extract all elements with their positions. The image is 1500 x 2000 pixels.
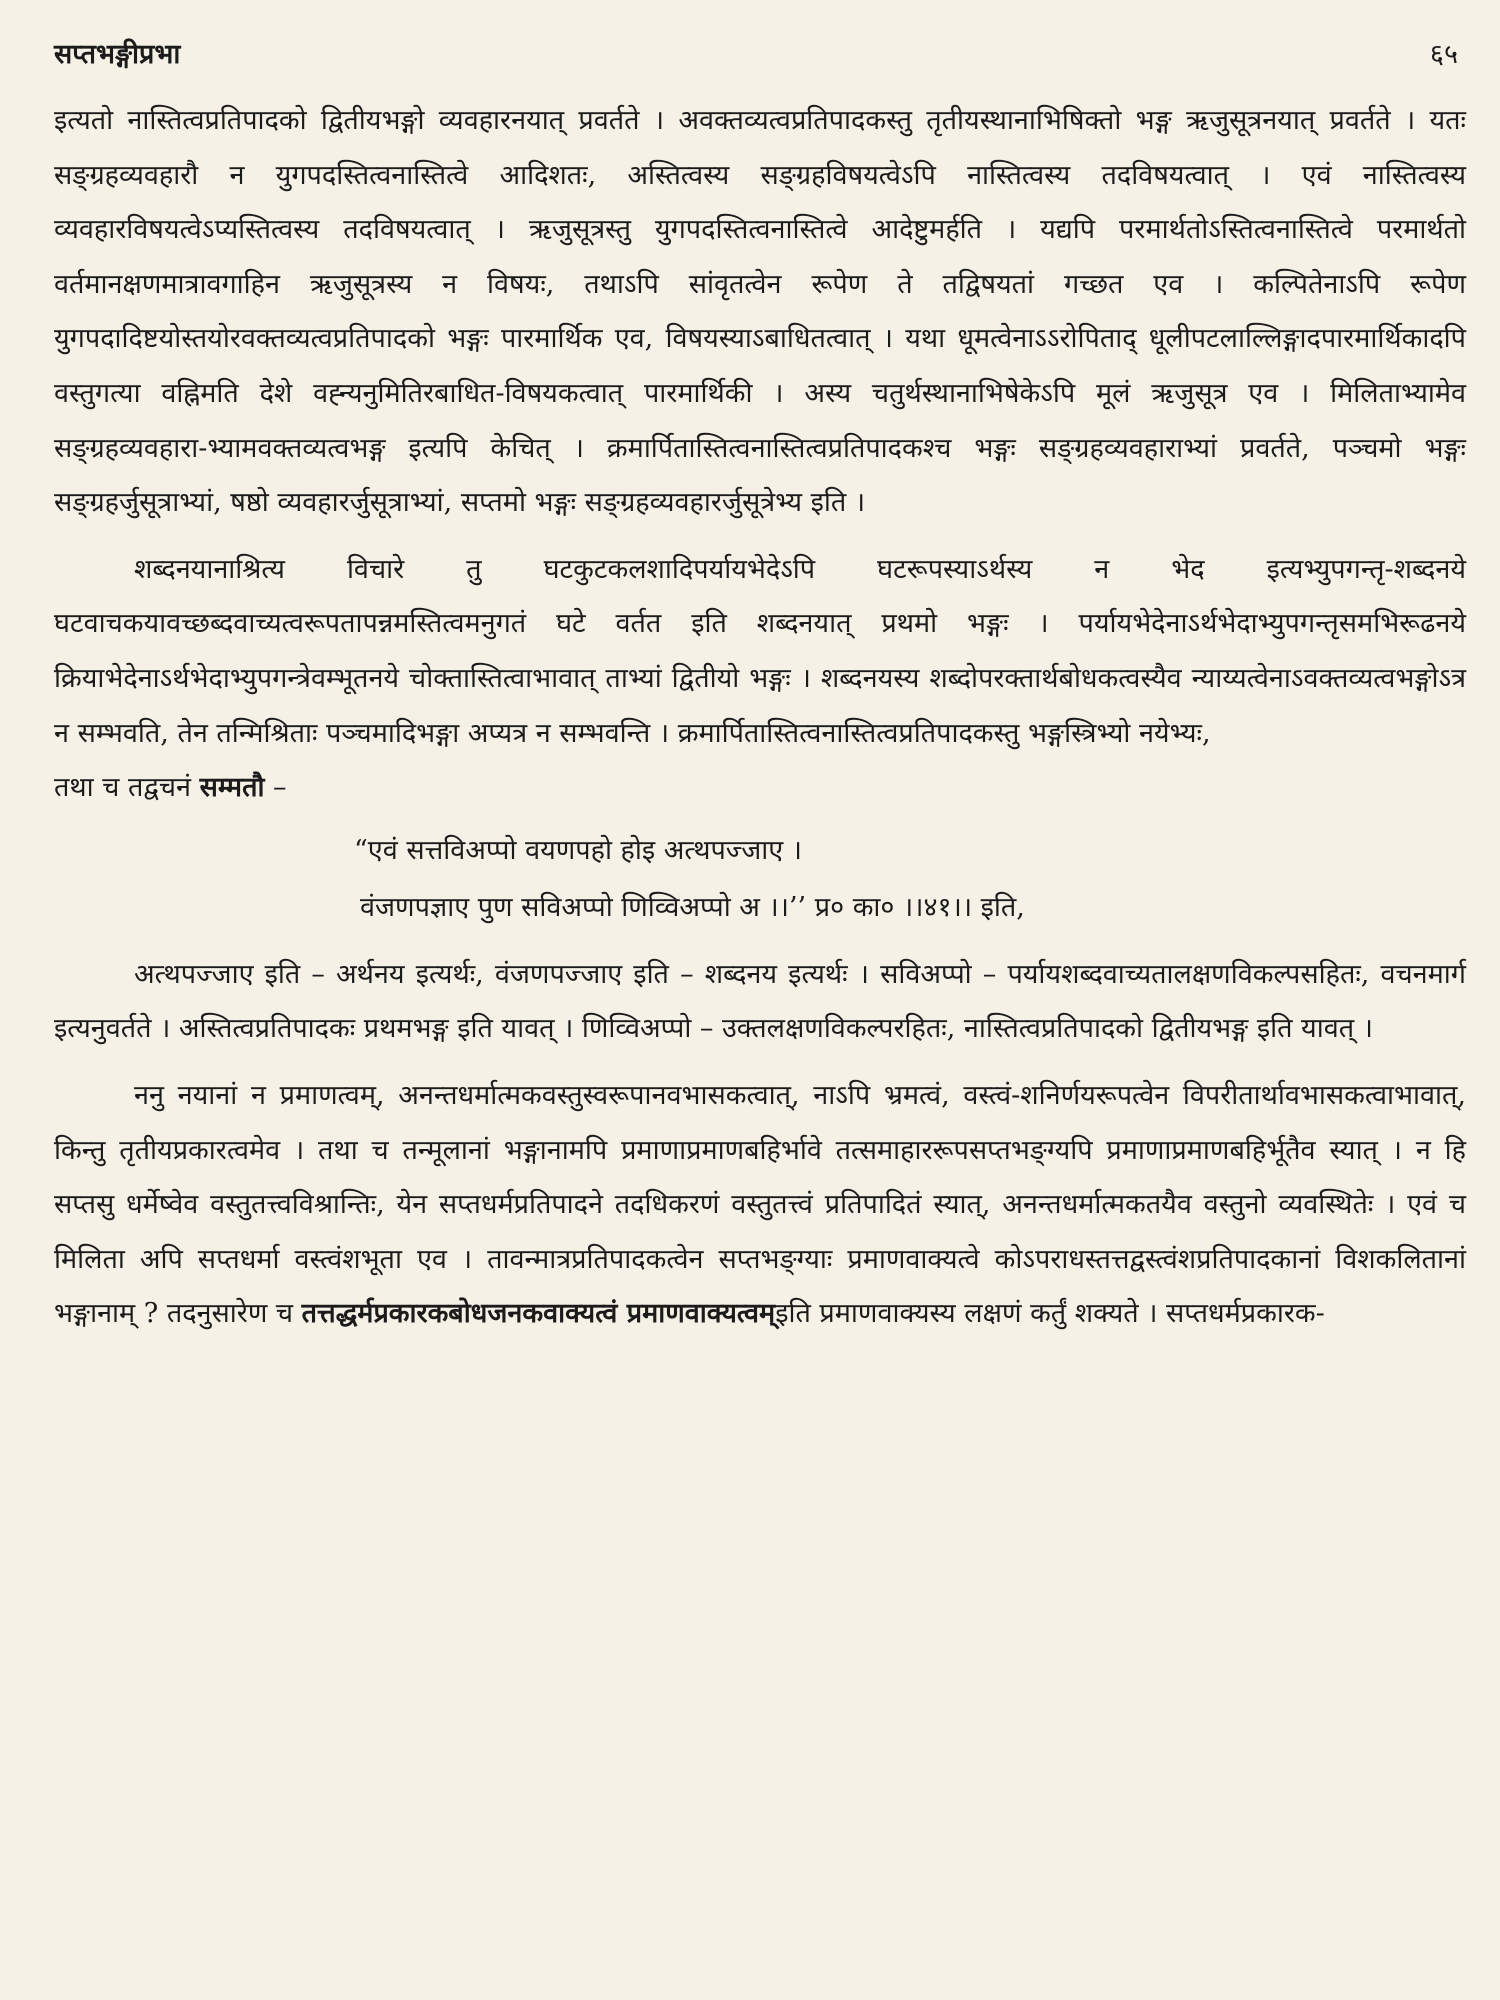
definition-bold: तत्तद्धर्मप्रकारकबोधजनकवाक्यत्वं प्रमाणवाक्यत्वम् <box>301 1298 776 1330</box>
paragraph-4 <box>54 1069 1466 1342</box>
verse-quotation <box>354 822 1466 936</box>
page-body <box>54 94 1466 1342</box>
verse-line-1: “एवं सत्तविअप्पो वयणपहो होइ अत्थपज्जाए । <box>354 834 803 866</box>
paragraph-4-tail: इति प्रमाणवाक्यस्य लक्षणं कर्तुं शक्यते । सप्तधर्मप्रकारक- <box>775 1298 1325 1330</box>
citation-source-bold: सम्मतौ <box>199 772 265 804</box>
paragraph-1: इत्यतो नास्तित्वप्रतिपादको द्वितीयभङ्गो व्यवहारनयात् प्रवर्तते । अवक्तव्यत्वप्रतिपादकस्तु तृतीयस्थानाभिषिक्तो भङ्ग ऋजुसूत्रनयात् प्रवर्तते । यतः सङ्ग्रहव्यवहारौ न युगपदस्तित्वनास्तित्वे आदिशतः, अस्तित्वस्य सङ्ग्रहविषयत्वेऽपि नास्तित्वस्य तदविषयत्वात् । एवं नास्तित्वस्य व्यवहारविषयत्वेऽप्यस्तित्वस्य तदविषयत्वात् । ऋजुसूत्रस्तु युगपदस्तित्वनास्तित्वे आदेष्टुमर्हति । यद्यपि परमार्थतोऽस्तित्वनास्तित्वे परमार्थतो वर्तमानक्षणमात्रावगाहिन ऋजुसूत्रस्य न विषयः, तथाऽपि सांवृतत्वेन रूपेण ते तद्विषयतां गच्छत एव । कल्पितेनाऽपि रूपेण युगपदादिष्टयोस्तयोरवक्तव्यत्वप्रतिपादको भङ्गः पारमार्थिक एव, विषयस्याऽबाधितत्वात् । यथा धूमत्वेनाऽऽरोपिताद् धूलीपटलाल्लिङ्गादपारमार्थिकादपि वस्तुगत्या वह्निमति देशे वह्न्यनुमितिरबाधित-विषयकत्वात् पारमार्थिकी । अस्य चतुर्थस्थानाभिषेकेऽपि मूलं ऋजुसूत्र एव । मिलिताभ्यामेव सङ्ग्रहव्यवहारा-भ्यामवक्तव्यत्वभङ्ग इत्यपि केचित् । क्रमार्पितास्तित्वनास्तित्वप्रतिपादकश्च भङ्गः सङ्ग्रहव्यवहाराभ्यां प्रवर्तते, पञ्चमो भङ्गः सङ्ग्रहर्जुसूत्राभ्यां, षष्ठो व्यवहारर्जुसूत्राभ्यां, सप्तमो भङ्गः सङ्ग्रहव्यवहारर्जुसूत्रेभ्य इति । <box>54 105 1466 519</box>
verse-line-2: वंजणपज्ञाए पुण सविअप्पो णिव्विअप्पो अ ।।’’ प्र० का० ।।४१।। इति, <box>360 891 1025 923</box>
citation-prefix: तथा च तद्वचनं <box>54 772 191 804</box>
paragraph-3: अत्थपज्जाए इति – अर्थनय इत्यर्थः, वंजणपज्जाए इति – शब्दनय इत्यर्थः । सविअप्पो – पर्यायशब्दवाच्यतालक्षणविकल्पसहितः, वचनमार्ग इत्यनुवर्तते । अस्तित्वप्रतिपादकः प्रथमभङ्ग इति यावत् । णिव्विअप्पो – उक्तलक्षणविकल्परहितः, नास्तित्वप्रतिपादको द्वितीयभङ्ग इति यावत् । <box>54 958 1466 1045</box>
paragraph-4-text: ननु नयानां न प्रमाणत्वम्, अनन्तधर्मात्मकवस्तुस्वरूपानवभासकत्वात्, नाऽपि भ्रमत्वं, वस्त्वं-शनिर्णयरूपत्वेन विपरीतार्थावभासकत्वाभावात्, किन्तु तृतीयप्रकारत्वमेव । तथा च तन्मूलानां भङ्गानामपि प्रमाणाप्रमाणबहिर्भावे तत्समाहाररूपसप्तभङ्ग्यपि प्रमाणाप्रमाणबहिर्भूतैव स्यात् । न हि सप्तसु धर्मेष्वेव वस्तुतत्त्वविश्रान्तिः, येन सप्तधर्मप्रतिपादने तदधिकरणं वस्तुतत्त्वं प्रतिपादितं स्यात्, अनन्तधर्मात्मकतयैव वस्तुनो व्यवस्थितेः । एवं च मिलिता अपि सप्तधर्मा वस्त्वंशभूता एव । तावन्मात्रप्रतिपादकत्वेन सप्तभङ्ग्याः प्रमाणवाक्यत्वे कोऽपराधस्तत्तद्वस्त्वंशप्रतिपादकानां विशकलितानां भङ्गानाम् ? तदनुसारेण च <box>54 1079 1466 1330</box>
citation-dash: – <box>264 772 287 804</box>
running-title: सप्तभङ्गीप्रभा <box>54 38 181 70</box>
paragraph-2: शब्दनयानाश्रित्य विचारे तु घटकुटकलशादिपर्यायभेदेऽपि घटरूपस्याऽर्थस्य न भेद इत्यभ्युपगन्तृ-शब्दनये घटवाचकयावच्छब्दवाच्यत्वरूपतापन्नमस्तित्वमनुगतं घटे वर्तत इति शब्दनयात् प्रथमो भङ्गः । पर्यायभेदेनाऽर्थभेदाभ्युपगन्तृसमभिरूढनये क्रियाभेदेनाऽर्थभेदाभ्युपगन्त्रेवम्भूतनये चोक्तास्तित्वाभावात् ताभ्यां द्वितीयो भङ्गः । शब्दनयस्य शब्दोपरक्तार्थबोधकत्वस्यैव न्याय्यत्वेनाऽवक्तव्यत्वभङ्गोऽत्र न सम्भवति, तेन तन्मिश्रिताः पञ्चमादिभङ्गा अप्यत्र न सम्भवन्ति । क्रमार्पितास्तित्वनास्तित्वप्रतिपादकस्तु भङ्गस्त्रिभ्यो नयेभ्यः, <box>54 553 1466 749</box>
running-header <box>54 28 1466 76</box>
page-number: ६५ <box>1429 38 1458 70</box>
paragraph-2-citation-line <box>54 761 1466 816</box>
